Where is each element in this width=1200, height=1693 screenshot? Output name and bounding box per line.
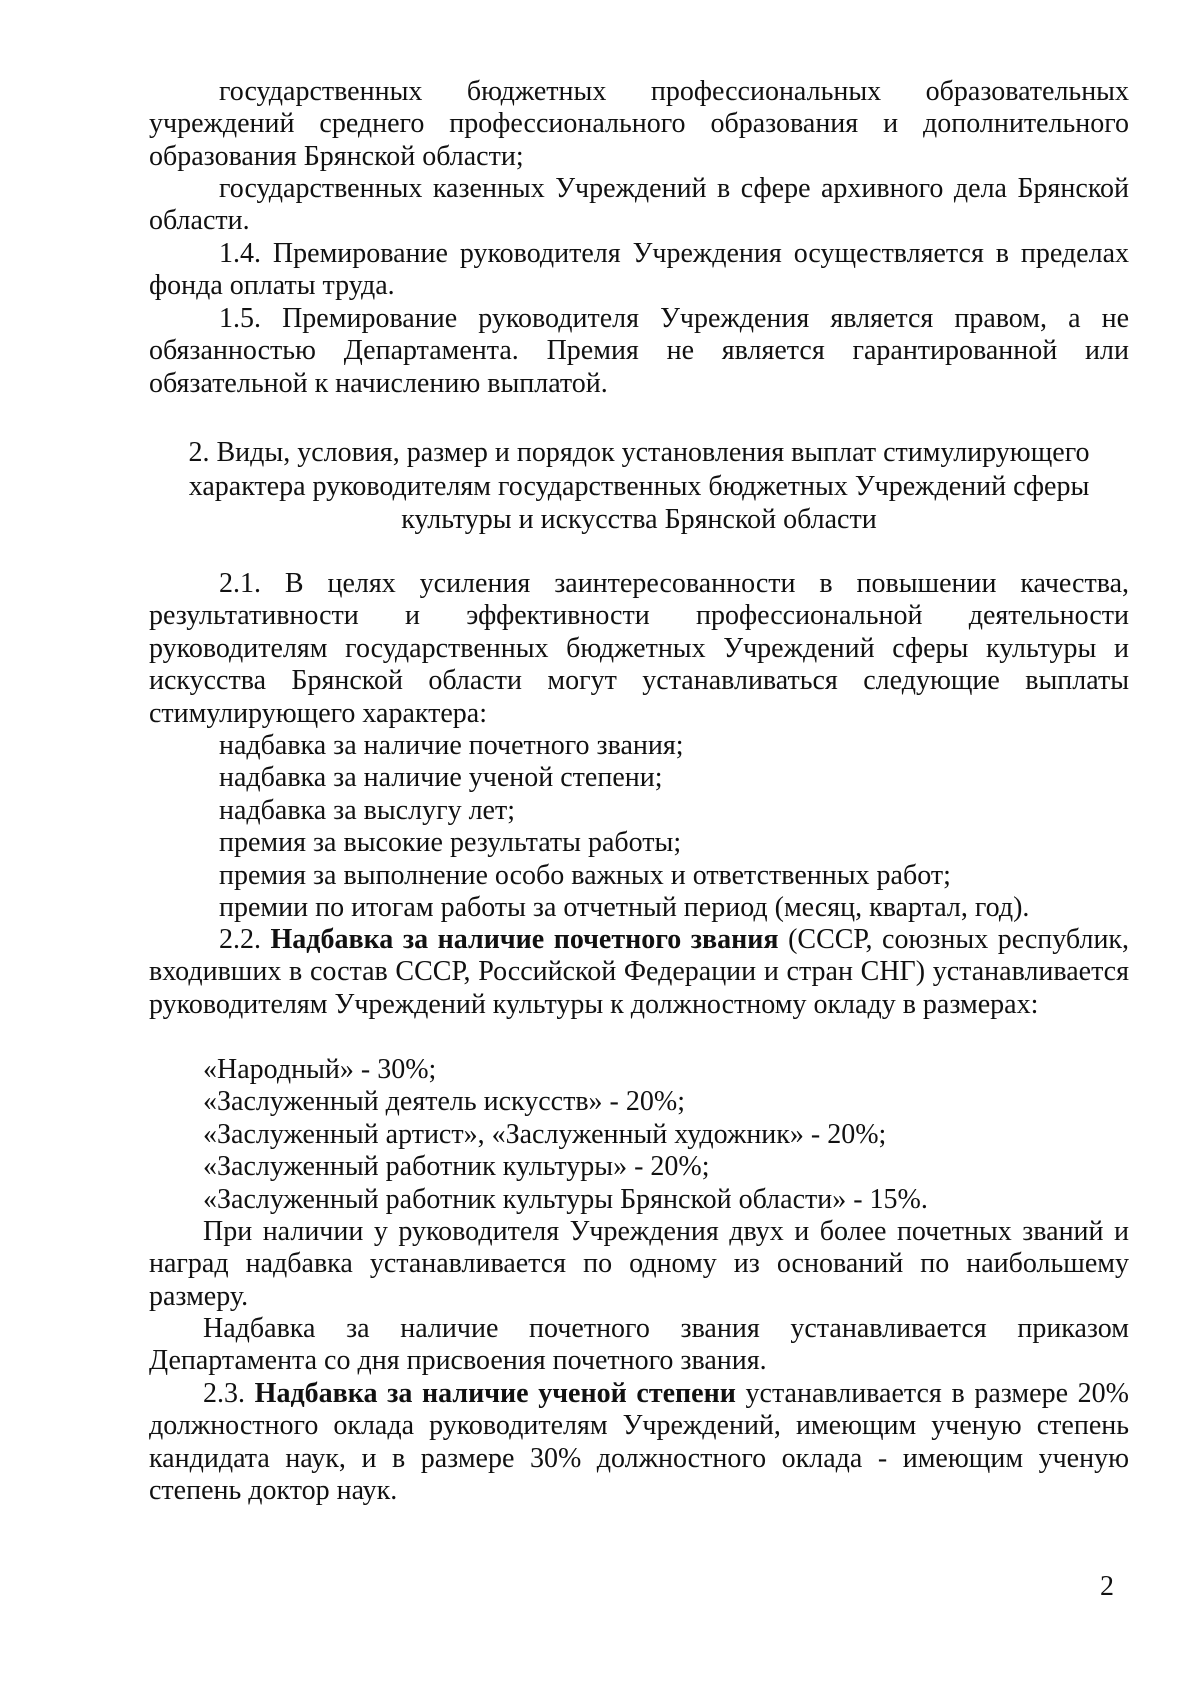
list-item: надбавка за наличие ученой степени;: [219, 762, 663, 793]
paragraph-multiple-titles: При наличии у руководителя Учреждения двух и более почетных званий и наград надбавка устанавливается по одному из оснований по наибольшему размеру.: [149, 1216, 1129, 1312]
paragraph-archive-institutions: государственных казенных Учреждений в сфере архивного дела Брянской области.: [149, 173, 1129, 237]
list-item: премия за выполнение особо важных и ответственных работ;: [219, 860, 951, 891]
list-item: «Заслуженный работник культуры Брянской области» - 15%.: [203, 1184, 928, 1215]
paragraph-2-2: [149, 924, 1129, 1021]
clause-number: 2.3.: [203, 1378, 245, 1409]
clause-text: (СССР, союзных республик, входивших в состав СССР, Российской Федерации и стран СНГ) устанавливается руководителям Учреждений культуры к должностному окладу в размерах:: [149, 924, 1130, 1020]
paragraph-2-3: [149, 1378, 1129, 1508]
list-item: «Народный» - 30%;: [203, 1054, 437, 1085]
list-item: надбавка за выслугу лет;: [219, 795, 515, 826]
clause-number: 2.2.: [219, 924, 261, 955]
paragraph-2-1: 2.1. В целях усиления заинтересованности в повышении качества, результативности и эффективности профессиональной деятельности руководителям государственных бюджетных Учреждений сферы культуры и искусства Брянской области могут устанавливаться следующие выплаты стимулирующего характера:: [149, 568, 1129, 729]
list-item: премия за высокие результаты работы;: [219, 827, 682, 858]
clause-text: устанавливается в размере 20% должностного оклада руководителям Учреждений, имеющим ученую степень кандидата наук, и в размере 30% должностного оклада - имеющим ученую степень доктор наук.: [149, 1378, 1129, 1507]
page-number: 2: [1100, 1571, 1114, 1602]
clause-bold-title: Надбавка за наличие почетного звания: [270, 924, 779, 955]
list-item: «Заслуженный работник культуры» - 20%;: [203, 1151, 710, 1182]
list-item: надбавка за наличие почетного звания;: [219, 730, 684, 761]
list-item: премии по итогам работы за отчетный период (месяц, квартал, год).: [219, 892, 1030, 923]
section-2-heading: 2. Виды, условия, размер и порядок установления выплат стимулирующего характера руководителям государственных бюджетных Учреждений сферы культуры и искусства Брянской области: [188, 437, 1090, 535]
clause-bold-title: Надбавка за наличие ученой степени: [254, 1378, 736, 1409]
list-item: «Заслуженный деятель искусств» - 20%;: [203, 1086, 685, 1117]
paragraph-1-5: 1.5. Премирование руководителя Учреждения является правом, а не обязанностью Департамента. Премия не является гарантированной или обязательной к начислению выплатой.: [149, 303, 1129, 399]
paragraph-title-order: Надбавка за наличие почетного звания устанавливается приказом Департамента со дня присвоения почетного звания.: [149, 1313, 1129, 1377]
paragraph-budget-institutions: государственных бюджетных профессиональных образовательных учреждений среднего профессионального образования и дополнительного образования Брянской области;: [149, 76, 1129, 172]
paragraph-1-4: 1.4. Премирование руководителя Учреждения осуществляется в пределах фонда оплаты труда.: [149, 238, 1129, 302]
list-item: «Заслуженный артист», «Заслуженный художник» - 20%;: [203, 1119, 887, 1150]
